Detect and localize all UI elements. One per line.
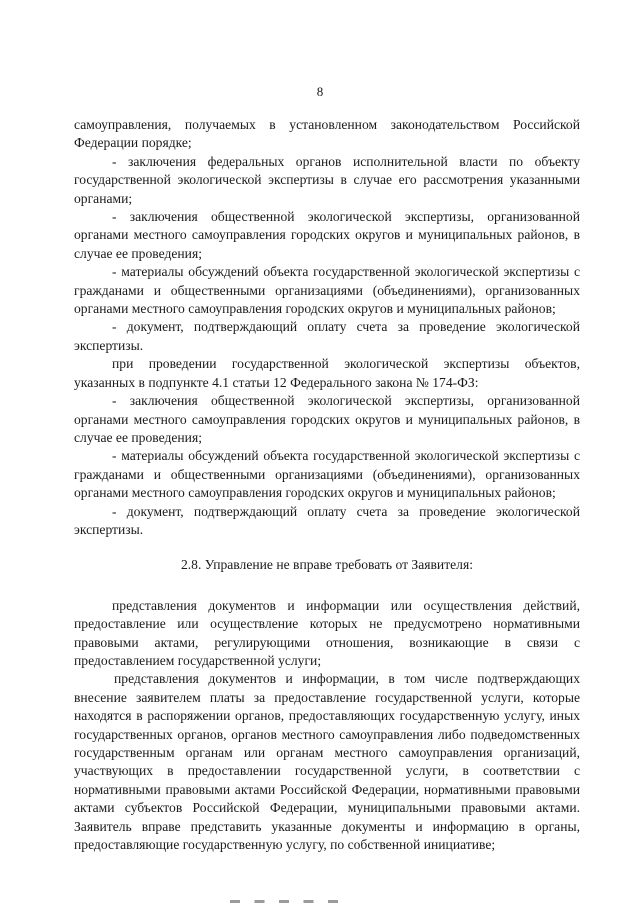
section-heading: 2.8. Управление не вправе требовать от Заявителя: xyxy=(180,557,473,573)
list-item-payment-document-2: - документ, подтверждающий оплату счета за проведение экологической экспертизы. xyxy=(74,503,580,537)
list-item-discussion-materials: - материалы обсуждений объекта государственной экологической экспертизы с гражданами и общественными организациями (объединениями), организованных органами местного самоуправления городских округов и муниципальных районов; xyxy=(74,264,580,317)
list-item-discussion-materials-2: - материалы обсуждений объекта государственной экологической экспертизы с гражданами и общественными организациями (объединениями), организованных органами местного самоуправления городских округов и муниципальных районов; xyxy=(74,448,580,501)
list-item-payment-document: - документ, подтверждающий оплату счета за проведение экологической экспертизы. xyxy=(74,319,580,353)
paragraph-continuation: самоуправления, получаемых в установленном законодательством Российской Федерации порядке; xyxy=(74,117,580,151)
paragraph-subsection-4-1: при проведении государственной экологической экспертизы объектов, указанных в подпункте 4.1 статьи 12 Федерального закона № 174-ФЗ: xyxy=(74,356,580,390)
page-number: 8 xyxy=(316,84,324,99)
spacer xyxy=(74,575,580,597)
list-item-federal-conclusions: - заключения федеральных органов исполнительной власти по объекту государственной экологической экспертизы в случае его рассмотрения указанными органами; xyxy=(74,153,580,206)
document-body xyxy=(74,116,580,854)
bottom-edge-artifact: ▬ ▬ ▬ ▬ ▬ xyxy=(230,897,344,905)
list-item-public-expertise-2: - заключения общественной экологической экспертизы, организованной органами местного самоуправления городских округов и муниципальных районов, в случае ее проведения; xyxy=(74,393,580,445)
list-item-public-expertise: - заключения общественной экологической экспертизы, организованной органами местного самоуправления городских округов и муниципальных районов, в случае ее проведения; xyxy=(74,209,580,261)
paragraph-requirement-2: представления документов и информации, в том числе подтверждающих внесение заявителем платы за предоставление государственной услуги, которые находятся в распоряжении органов, предоставляющих государственную услугу, иных государственных органов, органов местного самоуправления либо подведомственных государственным органам или органам местного самоуправления организаций, участвующих в предоставлении государственной услуги, в соответствии с нормативными правовыми актами Российской Федерации, нормативными правовыми актами субъектов Российской Федерации, муниципальными правовыми актами. Заявитель вправе представить указанные документы и информацию в органы, предоставляющие государственную услугу, по собственной инициативе; xyxy=(74,671,580,853)
paragraph-requirement-1: представления документов и информации или осуществления действий, предоставление или осуществление которых не предусмотрено нормативными правовыми актами, регулирующими отношения, возникающие в связи с предоставлением государственной услуги; xyxy=(74,597,580,668)
